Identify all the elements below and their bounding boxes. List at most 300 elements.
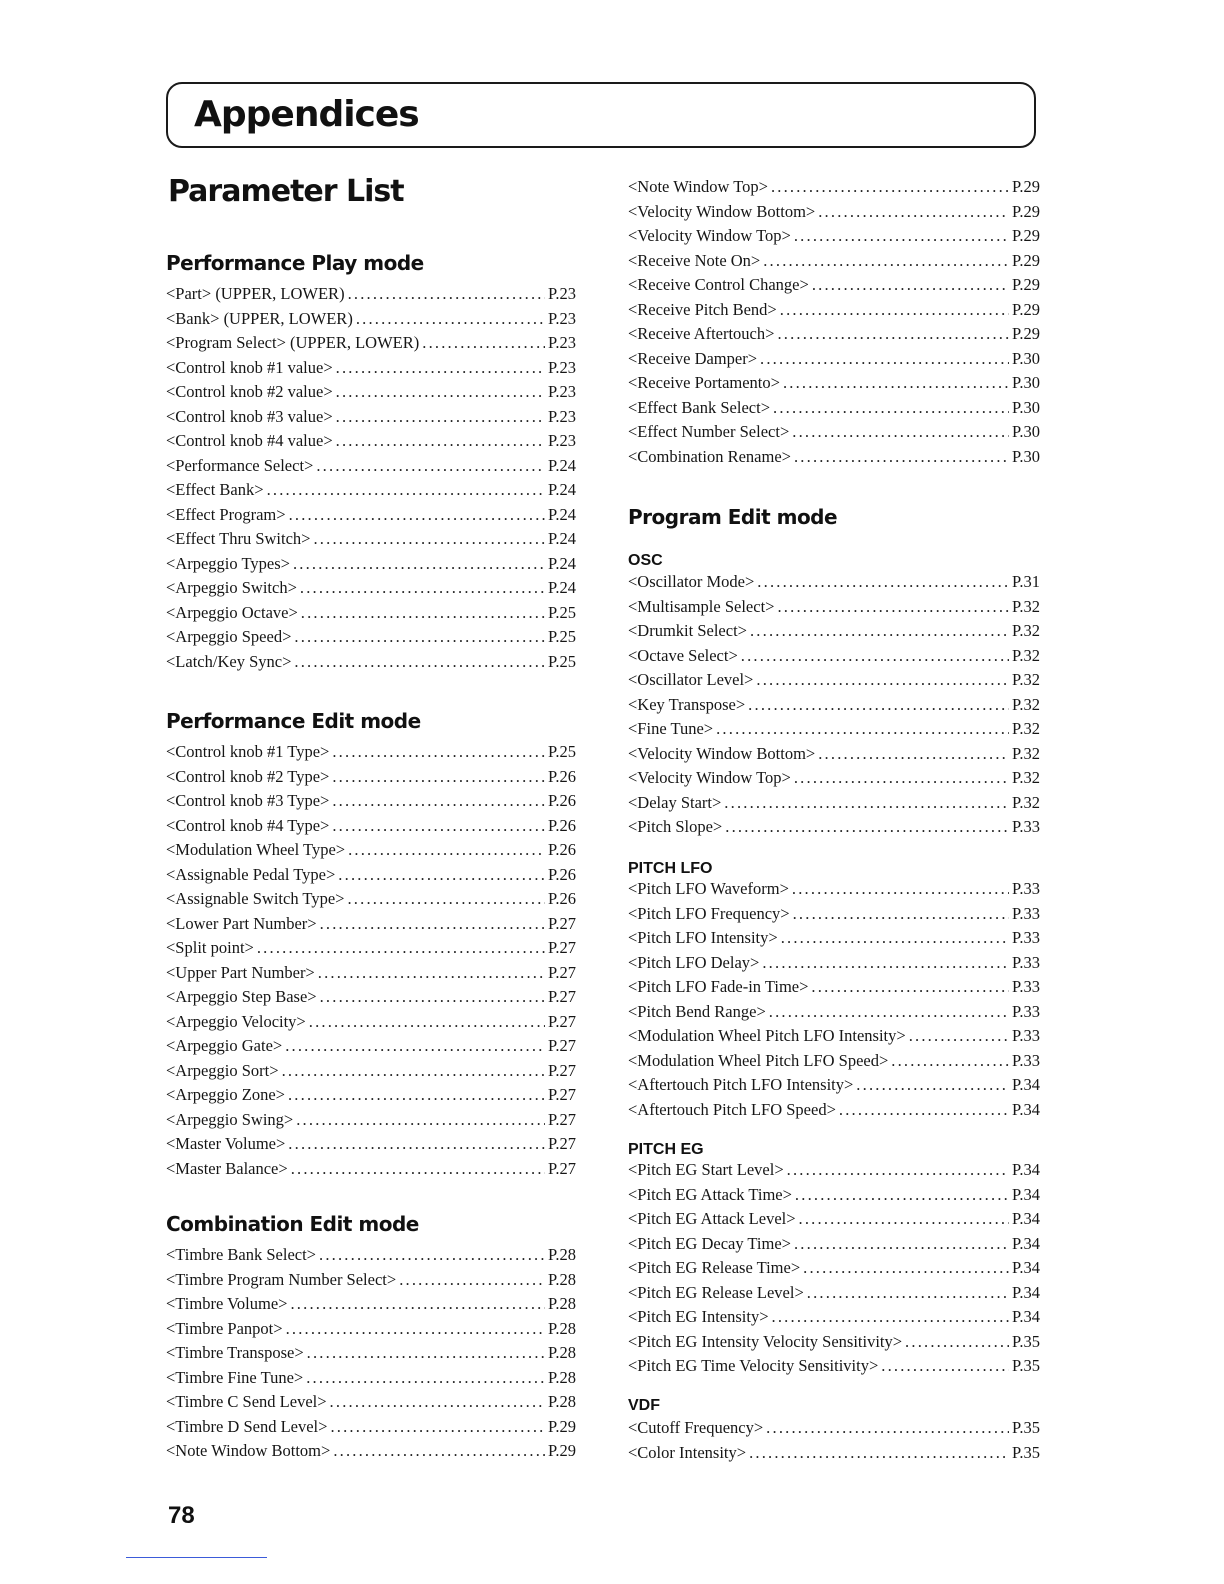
page-reference: P.34 xyxy=(1012,1282,1040,1302)
parameter-entry xyxy=(166,838,576,863)
page-reference: P.32 xyxy=(1012,768,1040,787)
parameter-list-combination-edit-continued xyxy=(628,175,1040,469)
page-reference: P.32 xyxy=(1012,621,1040,640)
dot-leader xyxy=(306,1366,545,1391)
dot-leader xyxy=(332,789,545,814)
parameter-name: <Drumkit Select> xyxy=(628,621,747,640)
parameter-name: <Control knob #1 Type> xyxy=(166,742,330,761)
parameter-name: <Arpeggio Types> xyxy=(166,553,290,573)
parameter-entry xyxy=(166,527,576,552)
dot-leader xyxy=(792,877,1009,902)
page-reference: P.28 xyxy=(548,1245,576,1264)
parameter-entry xyxy=(166,1390,576,1415)
page-reference: P.23 xyxy=(548,431,576,450)
parameter-name: <Control knob #4 Type> xyxy=(166,815,330,835)
dot-leader xyxy=(285,1034,545,1059)
parameter-list-performance-edit xyxy=(166,740,576,1181)
parameter-name: <Aftertouch Pitch LFO Speed> xyxy=(628,1099,836,1119)
dot-leader xyxy=(257,936,545,961)
dot-leader xyxy=(839,1098,1009,1123)
parameter-name: <Timbre Bank Select> xyxy=(166,1245,316,1264)
parameter-name: <Pitch LFO Fade-in Time> xyxy=(628,977,809,996)
page-reference: P.33 xyxy=(1012,928,1040,947)
page-reference: P.28 xyxy=(548,1392,576,1411)
page-reference: P.28 xyxy=(548,1367,576,1387)
page-reference: P.27 xyxy=(548,1134,576,1153)
parameter-name: <Lower Part Number> xyxy=(166,913,317,933)
parameter-entry xyxy=(628,322,1040,347)
dot-leader xyxy=(725,815,1009,840)
page-reference: P.34 xyxy=(1012,1184,1040,1204)
dot-leader xyxy=(309,1010,545,1035)
page-reference: P.30 xyxy=(1012,348,1040,368)
dot-leader xyxy=(757,570,1009,595)
page-reference: P.28 xyxy=(548,1294,576,1313)
dot-leader xyxy=(356,307,545,332)
page-reference: P.28 xyxy=(548,1343,576,1362)
parameter-entry xyxy=(166,765,576,790)
page-reference: P.35 xyxy=(1012,1418,1040,1437)
parameter-list-combination-edit xyxy=(166,1243,576,1464)
dot-leader xyxy=(724,791,1009,816)
dot-leader xyxy=(336,380,545,405)
dot-leader xyxy=(300,576,545,601)
parameter-entry xyxy=(166,1083,576,1108)
parameter-entry xyxy=(166,887,576,912)
subheading-vdf: VDF xyxy=(628,1397,660,1414)
parameter-name: <Bank> (UPPER, LOWER) xyxy=(166,308,353,328)
page-reference: P.27 xyxy=(548,987,576,1006)
dot-leader xyxy=(780,298,1009,323)
page-reference: P.27 xyxy=(548,1011,576,1031)
parameter-name: <Combination Rename> xyxy=(628,446,791,466)
parameter-name: <Pitch LFO Frequency> xyxy=(628,903,790,923)
parameter-name: <Aftertouch Pitch LFO Intensity> xyxy=(628,1075,854,1094)
dot-leader xyxy=(338,863,545,888)
page-reference: P.33 xyxy=(1012,817,1040,836)
section-heading-combination-edit: Combination Edit mode xyxy=(166,1212,419,1236)
page-reference: P.34 xyxy=(1012,1209,1040,1228)
parameter-name: <Octave Select> xyxy=(628,645,738,665)
page-reference: P.25 xyxy=(548,651,576,671)
parameter-entry xyxy=(628,1232,1040,1257)
parameter-name: <Receive Portamento> xyxy=(628,373,780,392)
dot-leader xyxy=(316,454,545,479)
parameter-name: <Delay Start> xyxy=(628,792,722,812)
parameter-name: <Receive Damper> xyxy=(628,348,758,368)
parameter-name: <Pitch EG Intensity Velocity Sensitivity> xyxy=(628,1331,903,1351)
parameter-name: <Note Window Bottom> xyxy=(166,1441,331,1460)
parameter-name: <Pitch EG Intensity> xyxy=(628,1307,769,1326)
parameter-list-pitch-eg xyxy=(628,1158,1040,1379)
parameter-name: <Assignable Pedal Type> xyxy=(166,864,336,884)
parameter-name: <Timbre C Send Level> xyxy=(166,1392,327,1411)
parameter-name: <Oscillator Mode> xyxy=(628,572,755,591)
dot-leader xyxy=(781,926,1009,951)
parameter-name: <Pitch Slope> xyxy=(628,817,723,836)
parameter-entry xyxy=(628,693,1040,718)
parameter-name: <Effect Bank Select> xyxy=(628,397,771,417)
page-reference: P.32 xyxy=(1012,670,1040,689)
parameter-entry xyxy=(628,1416,1040,1441)
parameter-name: <Arpeggio Sort> xyxy=(166,1060,279,1080)
page-reference: P.29 xyxy=(1012,299,1040,319)
page-reference: P.27 xyxy=(548,962,576,982)
parameter-name: <Pitch LFO Intensity> xyxy=(628,928,778,947)
parameter-entry xyxy=(166,1034,576,1059)
parameter-entry xyxy=(628,644,1040,669)
page-reference: P.32 xyxy=(1012,694,1040,714)
footer-rule xyxy=(126,1557,267,1558)
dot-leader xyxy=(792,420,1009,445)
page-reference: P.27 xyxy=(548,1036,576,1055)
page-reference: P.34 xyxy=(1012,1160,1040,1179)
parameter-entry xyxy=(628,1441,1040,1466)
page-reference: P.27 xyxy=(548,913,576,933)
parameter-name: <Effect Program> xyxy=(166,504,286,524)
dot-leader xyxy=(794,224,1009,249)
parameter-name: <Control knob #1 value> xyxy=(166,357,333,377)
parameter-entry xyxy=(628,619,1040,644)
dot-leader xyxy=(307,1341,545,1366)
parameter-list-pitch-lfo xyxy=(628,877,1040,1122)
page-reference: P.29 xyxy=(1012,177,1040,196)
dot-leader xyxy=(330,1415,545,1440)
dot-leader xyxy=(807,1281,1009,1306)
dot-leader xyxy=(318,961,545,986)
parameter-entry xyxy=(166,503,576,528)
parameter-entry xyxy=(628,175,1040,200)
dot-leader xyxy=(750,619,1009,644)
parameter-name: <Receive Pitch Bend> xyxy=(628,299,777,319)
page-reference: P.23 xyxy=(548,333,576,352)
parameter-entry xyxy=(628,791,1040,816)
parameter-name: <Arpeggio Velocity> xyxy=(166,1011,306,1031)
parameter-name: <Control knob #3 Type> xyxy=(166,791,330,810)
page-reference: P.33 xyxy=(1012,903,1040,923)
dot-leader xyxy=(320,912,545,937)
parameter-entry xyxy=(166,814,576,839)
dot-leader xyxy=(330,1390,545,1415)
parameter-name: <Pitch LFO Delay> xyxy=(628,952,760,972)
parameter-name: <Cutoff Frequency> xyxy=(628,1418,764,1437)
dot-leader xyxy=(794,445,1009,470)
dot-leader xyxy=(289,503,545,528)
parameter-name: <Timbre Transpose> xyxy=(166,1343,304,1362)
page-reference: P.23 xyxy=(548,357,576,377)
parameter-entry xyxy=(166,1317,576,1342)
parameter-name: <Upper Part Number> xyxy=(166,962,315,982)
parameter-entry xyxy=(628,717,1040,742)
parameter-entry xyxy=(628,1183,1040,1208)
parameter-name: <Multisample Select> xyxy=(628,596,775,616)
parameter-entry xyxy=(628,975,1040,1000)
parameter-entry xyxy=(628,371,1040,396)
parameter-name: <Pitch EG Start Level> xyxy=(628,1160,784,1179)
parameter-entry xyxy=(166,1439,576,1464)
dot-leader xyxy=(301,601,545,626)
page-reference: P.33 xyxy=(1012,1050,1040,1070)
dot-leader xyxy=(332,765,545,790)
parameter-entry xyxy=(628,1000,1040,1025)
parameter-entry xyxy=(166,601,576,626)
parameter-name: <Modulation Wheel Type> xyxy=(166,840,346,859)
page-reference: P.35 xyxy=(1012,1442,1040,1462)
dot-leader xyxy=(296,1108,545,1133)
parameter-name: <Program Select> (UPPER, LOWER) xyxy=(166,333,420,352)
parameter-name: <Oscillator Level> xyxy=(628,670,754,689)
page-reference: P.32 xyxy=(1012,645,1040,665)
parameter-entry xyxy=(628,298,1040,323)
page-reference: P.29 xyxy=(1012,250,1040,270)
page-reference: P.34 xyxy=(1012,1233,1040,1253)
dot-leader xyxy=(336,356,545,381)
parameter-entry xyxy=(628,1098,1040,1123)
parameter-entry xyxy=(166,1243,576,1268)
parameter-entry xyxy=(628,1049,1040,1074)
page-reference: P.26 xyxy=(548,815,576,835)
page-reference: P.30 xyxy=(1012,373,1040,392)
parameter-name: <Control knob #4 value> xyxy=(166,431,333,450)
page-reference: P.33 xyxy=(1012,879,1040,898)
page-reference: P.29 xyxy=(548,1441,576,1460)
parameter-name: <Key Transpose> xyxy=(628,694,746,714)
parameter-entry xyxy=(166,356,576,381)
parameter-entry xyxy=(628,1281,1040,1306)
parameter-name: <Assignable Switch Type> xyxy=(166,889,345,908)
page-reference: P.32 xyxy=(1012,743,1040,763)
parameter-entry xyxy=(628,570,1040,595)
parameter-name: <Arpeggio Swing> xyxy=(166,1109,294,1129)
dot-leader xyxy=(348,838,545,863)
page-reference: P.24 xyxy=(548,455,576,475)
parameter-name: <Pitch EG Release Level> xyxy=(628,1282,804,1302)
dot-leader xyxy=(891,1049,1009,1074)
dot-leader xyxy=(282,1059,545,1084)
dot-leader xyxy=(783,371,1009,396)
page-reference: P.34 xyxy=(1012,1075,1040,1094)
parameter-list-osc xyxy=(628,570,1040,840)
parameter-name: <Control knob #3 value> xyxy=(166,406,333,426)
parameter-name: <Pitch EG Attack Level> xyxy=(628,1209,796,1228)
page-reference: P.29 xyxy=(548,1416,576,1436)
chapter-title: Appendices xyxy=(194,94,419,135)
parameter-entry xyxy=(628,926,1040,951)
page-reference: P.27 xyxy=(548,1158,576,1178)
page-reference: P.29 xyxy=(1012,201,1040,221)
parameter-entry xyxy=(628,1330,1040,1355)
parameter-name: <Velocity Window Top> xyxy=(628,768,791,787)
parameter-entry xyxy=(628,200,1040,225)
parameter-name: <Pitch LFO Waveform> xyxy=(628,879,789,898)
section-heading-performance-play: Performance Play mode xyxy=(166,251,424,275)
dot-leader xyxy=(294,650,545,675)
parameter-entry xyxy=(166,380,576,405)
page-reference: P.32 xyxy=(1012,792,1040,812)
parameter-name: <Arpeggio Switch> xyxy=(166,578,297,597)
dot-leader xyxy=(803,1256,1009,1281)
parameter-entry xyxy=(166,1132,576,1157)
parameter-name: <Part> (UPPER, LOWER) xyxy=(166,284,345,303)
parameter-name: <Arpeggio Gate> xyxy=(166,1036,283,1055)
parameter-name: <Control knob #2 Type> xyxy=(166,766,330,786)
parameter-entry xyxy=(628,273,1040,298)
dot-leader xyxy=(288,1132,545,1157)
parameter-name: <Arpeggio Zone> xyxy=(166,1085,285,1104)
parameter-entry xyxy=(628,420,1040,445)
parameter-entry xyxy=(166,936,576,961)
parameter-entry xyxy=(166,1366,576,1391)
dot-leader xyxy=(772,1305,1009,1330)
dot-leader xyxy=(856,1073,1009,1098)
parameter-entry xyxy=(166,625,576,650)
parameter-name: <Pitch Bend Range> xyxy=(628,1001,766,1021)
dot-leader xyxy=(333,1439,545,1464)
parameter-name: <Split point> xyxy=(166,938,254,957)
parameter-name: <Latch/Key Sync> xyxy=(166,651,292,671)
page-reference: P.25 xyxy=(548,602,576,622)
page-number: 78 xyxy=(168,1502,195,1529)
dot-leader xyxy=(336,429,545,454)
dot-leader xyxy=(909,1024,1009,1049)
page-reference: P.32 xyxy=(1012,719,1040,738)
dot-leader xyxy=(332,814,545,839)
page-reference: P.27 xyxy=(548,1085,576,1104)
dot-leader xyxy=(319,1243,545,1268)
parameter-entry xyxy=(166,405,576,430)
parameter-name: <Arpeggio Octave> xyxy=(166,602,298,622)
parameter-name: <Velocity Window Bottom> xyxy=(628,743,816,763)
page-reference: P.23 xyxy=(548,406,576,426)
dot-leader xyxy=(905,1330,1009,1355)
parameter-entry xyxy=(166,1292,576,1317)
parameter-entry xyxy=(166,912,576,937)
dot-leader xyxy=(348,282,545,307)
parameter-name: <Receive Aftertouch> xyxy=(628,324,775,343)
parameter-entry xyxy=(628,249,1040,274)
parameter-entry xyxy=(628,1073,1040,1098)
page-reference: P.30 xyxy=(1012,422,1040,441)
parameter-entry xyxy=(166,1341,576,1366)
dot-leader xyxy=(347,887,545,912)
dot-leader xyxy=(777,322,1009,347)
page-reference: P.27 xyxy=(548,1109,576,1129)
page-reference: P.34 xyxy=(1012,1258,1040,1277)
subheading-osc: OSC xyxy=(628,552,663,569)
page-reference: P.25 xyxy=(548,742,576,761)
page-reference: P.26 xyxy=(548,864,576,884)
dot-leader xyxy=(769,1000,1009,1025)
parameter-entry xyxy=(166,650,576,675)
parameter-entry xyxy=(166,1108,576,1133)
parameter-entry xyxy=(628,445,1040,470)
page-reference: P.24 xyxy=(548,480,576,499)
parameter-entry xyxy=(628,951,1040,976)
parameter-name: <Master Volume> xyxy=(166,1134,286,1153)
dot-leader xyxy=(777,595,1009,620)
dot-leader xyxy=(811,975,1009,1000)
parameter-entry xyxy=(166,478,576,503)
parameter-entry xyxy=(166,1415,576,1440)
parameter-entry xyxy=(628,1305,1040,1330)
page-reference: P.24 xyxy=(548,578,576,597)
dot-leader xyxy=(741,644,1009,669)
page-reference: P.26 xyxy=(548,840,576,859)
parameter-entry xyxy=(166,282,576,307)
parameter-name: <Velocity Window Top> xyxy=(628,226,791,245)
dot-leader xyxy=(748,693,1009,718)
dot-leader xyxy=(313,527,545,552)
parameter-entry xyxy=(628,396,1040,421)
dot-leader xyxy=(812,273,1009,298)
parameter-entry xyxy=(166,985,576,1010)
parameter-entry xyxy=(628,1024,1040,1049)
dot-leader xyxy=(760,347,1009,372)
dot-leader xyxy=(771,175,1009,200)
page-reference: P.26 xyxy=(548,791,576,810)
parameter-name: <Effect Number Select> xyxy=(628,422,790,441)
parameter-entry xyxy=(166,552,576,577)
subheading-pitch-eg: PITCH EG xyxy=(628,1141,704,1158)
parameter-list-performance-play xyxy=(166,282,576,674)
dot-leader xyxy=(881,1354,1009,1379)
page-reference: P.33 xyxy=(1012,1001,1040,1021)
dot-leader xyxy=(294,625,545,650)
parameter-name: <Note Window Top> xyxy=(628,177,768,196)
page-reference: P.26 xyxy=(548,766,576,786)
parameter-name: <Pitch EG Release Time> xyxy=(628,1258,801,1277)
parameter-name: <Velocity Window Bottom> xyxy=(628,201,816,221)
parameter-name: <Timbre Fine Tune> xyxy=(166,1367,304,1387)
parameter-name: <Modulation Wheel Pitch LFO Speed> xyxy=(628,1050,889,1070)
parameter-name: <Pitch EG Time Velocity Sensitivity> xyxy=(628,1356,879,1375)
dot-leader xyxy=(291,1157,545,1182)
parameter-entry xyxy=(166,789,576,814)
dot-leader xyxy=(756,668,1009,693)
page-reference: P.26 xyxy=(548,889,576,908)
parameter-entry xyxy=(628,1158,1040,1183)
dot-leader xyxy=(766,1416,1009,1441)
parameter-list-vdf xyxy=(628,1416,1040,1465)
page-reference: P.29 xyxy=(1012,324,1040,343)
parameter-name: <Fine Tune> xyxy=(628,719,714,738)
dot-leader xyxy=(336,405,545,430)
page-reference: P.28 xyxy=(548,1269,576,1289)
page-reference: P.33 xyxy=(1012,1026,1040,1045)
parameter-name: <Control knob #2 value> xyxy=(166,382,333,401)
page-reference: P.25 xyxy=(548,627,576,646)
dot-leader xyxy=(799,1207,1009,1232)
dot-leader xyxy=(773,396,1009,421)
parameter-entry xyxy=(166,961,576,986)
parameter-entry xyxy=(166,576,576,601)
dot-leader xyxy=(818,200,1009,225)
parameter-entry xyxy=(628,815,1040,840)
page-title: Parameter List xyxy=(168,174,404,209)
dot-leader xyxy=(399,1268,545,1293)
parameter-entry xyxy=(628,742,1040,767)
page-reference: P.24 xyxy=(548,504,576,524)
dot-leader xyxy=(749,1441,1009,1466)
page-reference: P.23 xyxy=(548,308,576,328)
parameter-name: <Effect Bank> xyxy=(166,480,264,499)
page-reference: P.30 xyxy=(1012,446,1040,466)
parameter-name: <Arpeggio Step Base> xyxy=(166,987,317,1006)
parameter-name: <Receive Note On> xyxy=(628,250,761,270)
dot-leader xyxy=(293,552,545,577)
parameter-entry xyxy=(166,1010,576,1035)
parameter-entry xyxy=(166,740,576,765)
